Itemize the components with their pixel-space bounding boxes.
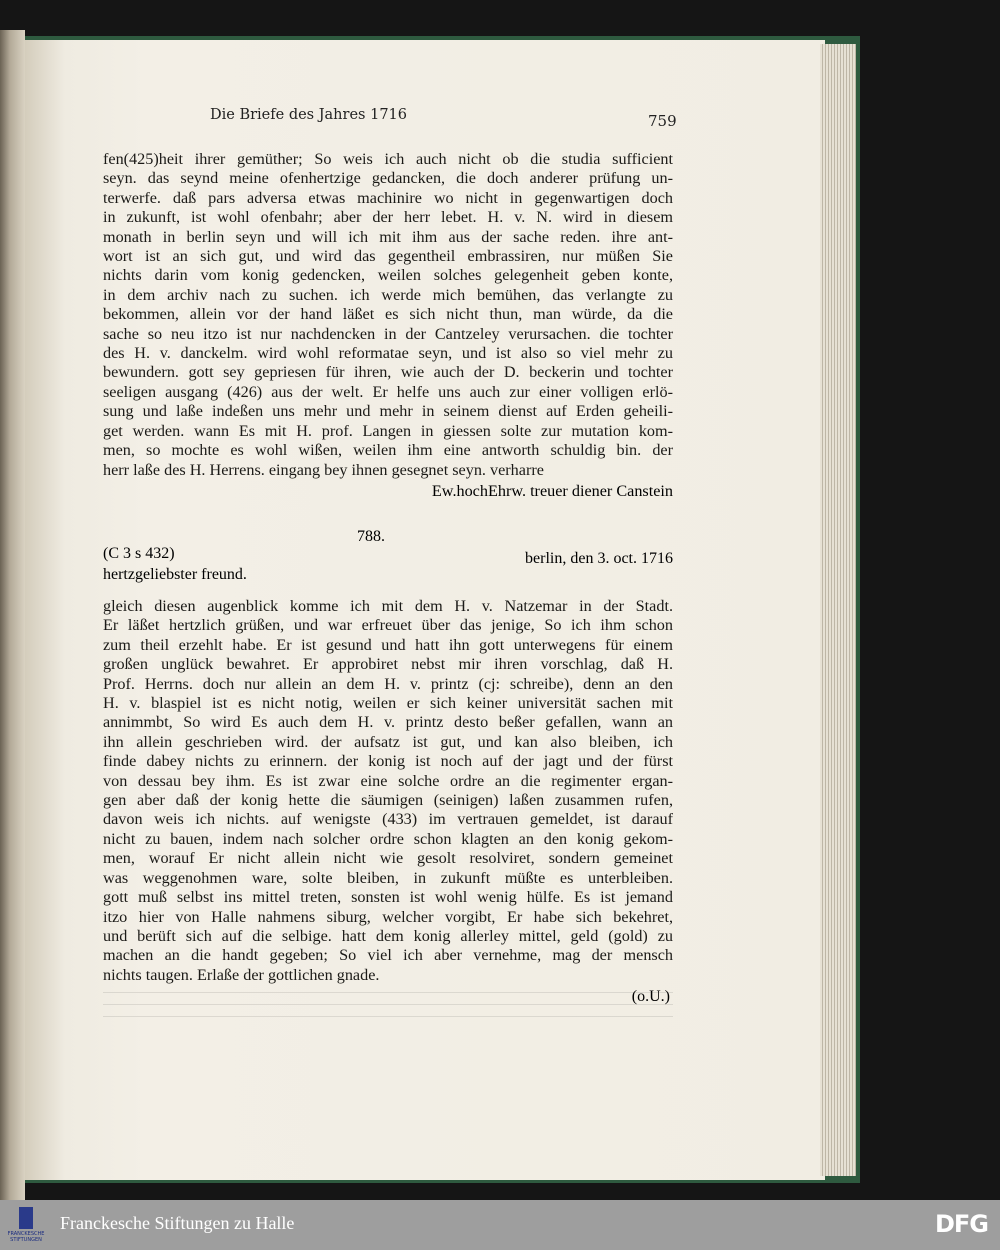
text-line: men, so mochte es wohl wißen, weilen ihm eine antworth schuldig bin. der <box>103 441 673 460</box>
text-line: seyn. das seynd meine ofenhertzige gedancken, die doch anderer prüfung un- <box>103 169 673 188</box>
running-head: Die Briefe des Jahres 1716 <box>210 107 407 123</box>
text-line: wort ist an sich gut, und wird das gegentheil embrassiren, nur müßen Sie <box>103 247 673 266</box>
letter-788-reference: (C 3 s 432) <box>103 545 175 562</box>
letter-787-text <box>103 150 673 480</box>
letter-788-place-date: berlin, den 3. oct. 1716 <box>525 550 673 567</box>
text-line: terwerfe. daß pars adversa etwas machinire wo nicht in gegenwartigen doch <box>103 188 673 207</box>
letter-788-salutation: hertzgeliebster freund. <box>103 566 247 583</box>
text-line: davon weis ich nichts. auf wenigste (433) im vertrauen gemeldet, ist darauf <box>103 810 673 829</box>
institution-name: Franckesche Stiftungen zu Halle <box>60 1213 295 1233</box>
text-line: monath in berlin seyn und will ich mit ihm aus der sache reden. ihre ant- <box>103 227 673 246</box>
text-line: bewundern. gott sey gepriesen für ihren, wie auch der D. beckerin und tochter <box>103 363 673 382</box>
text-line: sung und laße indeßen uns mehr und mehr in seinem dienst auf Erden geheili- <box>103 402 673 421</box>
text-line: nicht zu bauen, indem nach solcher ordre schon klagten an den konig gekom- <box>103 829 673 848</box>
text-line: nichts darin vom konig gedencken, weilen solches gelegenheit geben konte, <box>103 266 673 285</box>
text-line: Prof. Herrns. doch nur allein an dem H. v. printz (cj: schreibe), denn an den <box>103 674 673 693</box>
text-line: gleich diesen augenblick komme ich mit dem H. v. Natzemar in der Stadt. <box>103 597 673 615</box>
text-line: des H. v. danckelm. wird wohl reformatae seyn, und ist also so viel mehr zu <box>103 344 673 363</box>
text-line: men, worauf Er nicht allein nicht wie gesolt resolviret, sondern gemeinet <box>103 849 673 868</box>
letter-788-number: 788. <box>357 528 385 545</box>
franckesche-logo <box>6 1205 46 1245</box>
text-line: sache so neu itzo ist nur nachdencken in der Cantzeley verursachen. die tochter <box>103 324 673 343</box>
text-line: in zukunft, ist wohl ofenbahr; aber der herr lebet. H. v. N. wird in diesem <box>103 208 673 227</box>
text-line: bekommen, allein vor der hand läßet es sich nicht thun, man würde, da die <box>103 305 673 324</box>
letter-788-closing: (o.U.) <box>631 988 670 1005</box>
text-line: zum theil erzehlt habe. Er ist gesund und hatt ihn gott unterwegens für einem <box>103 635 673 654</box>
text-line: get werden. wann Es mit H. prof. Langen in giessen solte zur mutation kom- <box>103 421 673 440</box>
text-line: was weggenohmen ware, solte bleiben, in zukunft müßte es unterbleiben. <box>103 868 673 887</box>
text-line: großen unglück bewahret. Er approbiret nebst mir ihren vorschlag, daß H. <box>103 655 673 674</box>
page-stack-edge <box>820 44 856 1176</box>
text-line: und berüft sich auf die selbige. hatt dem konig allerley mittel, geld (gold) zu <box>103 926 673 945</box>
text-line: gott muß selbst ins mittel treten, sonsten ist wohl wenig hülfe. Es ist jemand <box>103 888 673 907</box>
bleed-through-text <box>103 992 673 1022</box>
text-line: finde dabey nichts zu erinnern. der konig ist noch auf der jagt und der fürst <box>103 752 673 771</box>
text-line: itzo hier von Halle nahmens siburg, welcher vorgibt, Er habe sich bekehret, <box>103 907 673 926</box>
emblem-icon <box>19 1207 33 1229</box>
text-line: herr laße des H. Herrens. eingang bey ihnen gesegnet seyn. verharre <box>103 460 544 479</box>
text-line: machen an die handt gegeben; So viel ich aber vernehme, mag der mensch <box>103 946 673 965</box>
text-line: annimmbt, So wird Es auch dem H. v. printz desto beßer gefallen, wann an <box>103 713 673 732</box>
text-line: von dessau bey ihm. Es ist zwar eine solche ordre an die regimenter ergan- <box>103 771 673 790</box>
logo-text: FRANCKESCHE STIFTUNGEN <box>7 1231 45 1243</box>
text-line: in dem archiv nach zu suchen. ich werde mich bemühen, das verlangte zu <box>103 285 673 304</box>
adjacent-page-edge <box>0 30 25 1200</box>
letter-787-signature: Ew.hochEhrw. treuer diener Canstein <box>431 482 673 500</box>
footer-bar <box>0 1200 1000 1250</box>
dfg-logo: DFG <box>934 1210 988 1238</box>
text-line: seeligen ausgang (426) aus der welt. Er helfe uns auch zur einer volligen erlö- <box>103 382 673 401</box>
page-number: 759 <box>648 112 677 130</box>
text-line: ihn allein geschrieben wird. der aufsatz ist gut, und kan also bleiben, ich <box>103 732 673 751</box>
text-line: nichts taugen. Erlaße der gottlichen gnade. <box>103 965 380 984</box>
letter-788-text <box>103 597 673 985</box>
text-line: fen(425)heit ihrer gemüther; So weis ich auch nicht ob die studia sufficient <box>103 150 673 168</box>
text-line: gen aber daß der konig hette die säumigen (seinigen) laßen zusammen rufen, <box>103 791 673 810</box>
text-line: Er läßet hertzlich grüßen, und war erfreuet über das jenige, So ich ihm schon <box>103 616 673 635</box>
text-line: H. v. blaspiel ist es nicht notig, weilen er sich keiner universität sachen mit <box>103 694 673 713</box>
